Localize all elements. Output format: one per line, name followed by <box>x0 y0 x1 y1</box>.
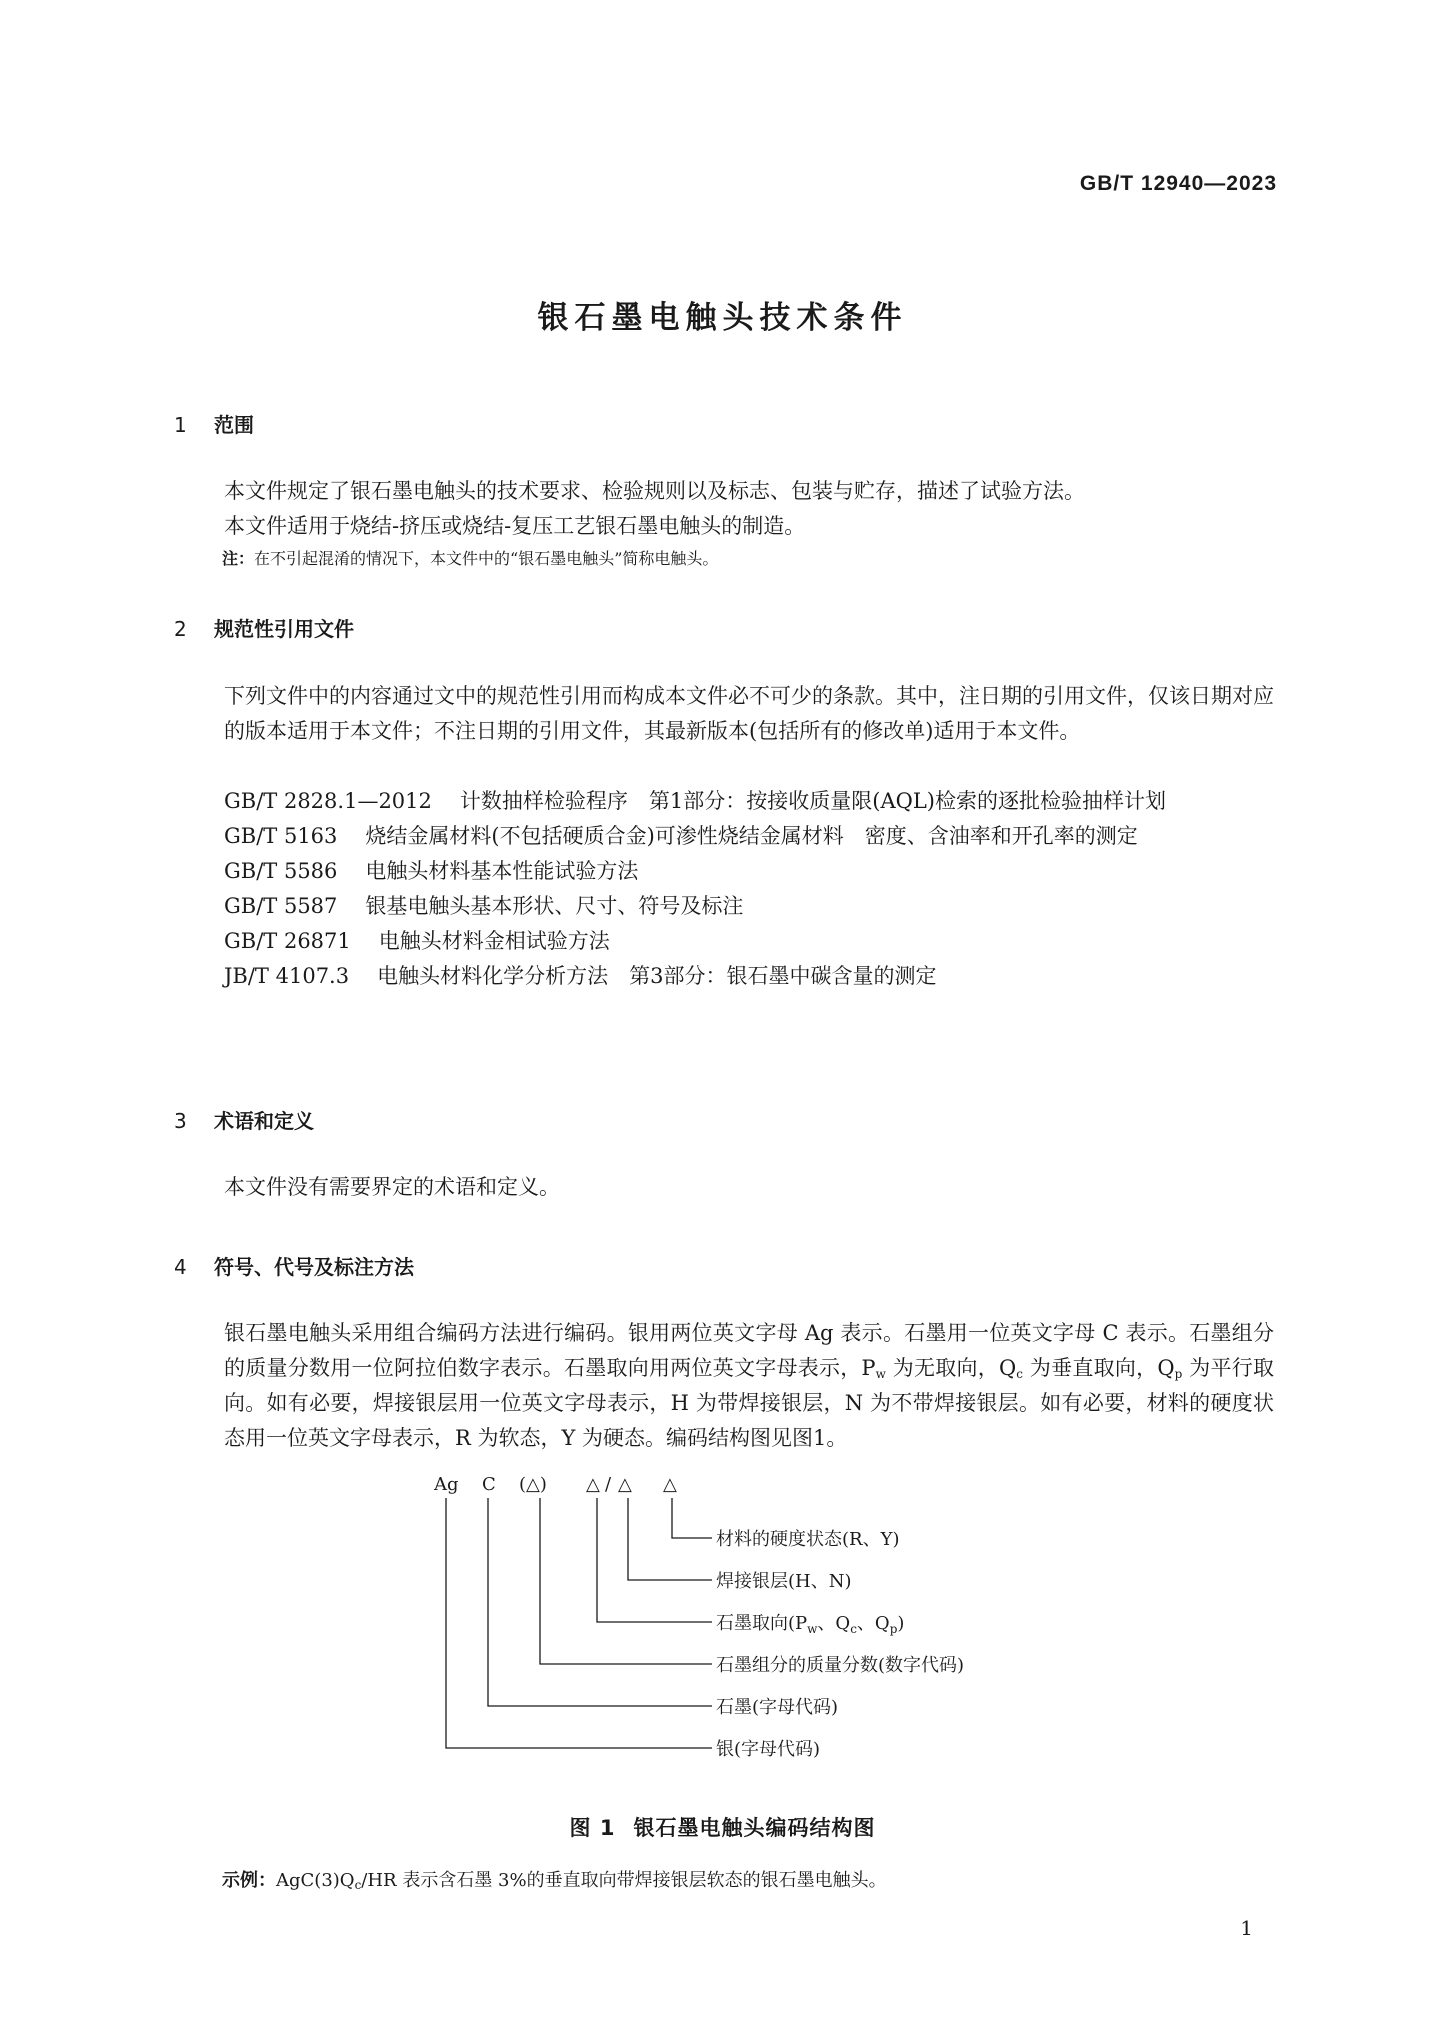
label-hardness: 材料的硬度状态(R、Y) <box>716 1529 900 1550</box>
reference-code: GB/T 5587 <box>224 894 338 918</box>
label-silver: 银(字母代码) <box>716 1739 821 1760</box>
paragraph: 本文件规定了银石墨电触头的技术要求、检验规则以及标志、包装与贮存，描述了试验方法。 <box>224 479 1085 503</box>
code-ag: Ag <box>434 1474 459 1495</box>
label-fraction: 石墨组分的质量分数(数字代码) <box>716 1655 965 1676</box>
section-title: 范围 <box>214 413 254 437</box>
section-number: 3 <box>174 1109 187 1133</box>
coding-structure-diagram <box>0 1470 1445 1800</box>
section-number: 2 <box>174 617 187 641</box>
section-title: 符号、代号及标注方法 <box>214 1255 414 1279</box>
reference-title: 电触头材料基本性能试验方法 <box>365 859 639 883</box>
section-3-body <box>174 1170 1274 1205</box>
code-triangle-weld: △ <box>618 1474 632 1495</box>
figure-caption <box>0 1812 1445 1842</box>
text-run: 为平行取向。如有必要，焊接银层用一位英文字母表示，H 为带焊接银层，N 为不带焊接银层。如有必要，材料的硬度状态用一位英文字母表示，R 为软态，Y 为硬态。编码结构图见图1。 <box>224 1356 1274 1450</box>
label-weld: 焊接银层(H、N) <box>716 1571 852 1592</box>
standard-number: GB/T 12940—2023 <box>1079 172 1277 195</box>
reference-item <box>174 819 1274 854</box>
label-orientation: 石墨取向($P_w$、$Q_c$、$Q_p$) <box>716 1613 905 1636</box>
section-3-heading <box>174 1105 314 1134</box>
diagram-labels <box>716 1529 964 1760</box>
code-slash: / <box>605 1474 612 1495</box>
paragraph <box>174 1316 1274 1456</box>
figure-number: 图 1 <box>569 1816 616 1840</box>
section-4-body <box>174 1316 1274 1456</box>
connector-lines <box>446 1498 712 1748</box>
text-run: 为垂直取向，Q <box>1022 1356 1175 1380</box>
connector-graphite <box>488 1498 712 1706</box>
page-number: 1 <box>1240 1916 1253 1940</box>
subscript: p <box>1174 1367 1183 1381</box>
section-2-intro <box>174 679 1274 749</box>
paragraph: 本文件适用于烧结-挤压或烧结-复压工艺银石墨电触头的制造。 <box>224 514 806 538</box>
reference-item <box>174 854 1274 889</box>
code-triangle-orientation: △ <box>586 1474 600 1495</box>
example-label: 示例： <box>222 1870 276 1891</box>
section-4-heading <box>174 1251 414 1280</box>
code-c: C <box>482 1474 496 1495</box>
reference-title: 电触头材料化学分析方法 第3部分：银石墨中碳含量的测定 <box>377 964 937 988</box>
reference-item <box>174 959 1274 994</box>
text-run: /HR 表示含石墨 3%的垂直取向带焊接银层软态的银石墨电触头。 <box>361 1870 887 1891</box>
reference-item <box>174 784 1274 819</box>
subscript: c <box>1016 1367 1023 1381</box>
section-1-body <box>174 474 1274 544</box>
paragraph: 本文件没有需要界定的术语和定义。 <box>224 1175 560 1199</box>
code-paren-triangle: (△) <box>519 1474 547 1495</box>
note-label: 注： <box>222 549 255 568</box>
section-number: 4 <box>174 1255 187 1279</box>
section-1-heading <box>174 409 254 438</box>
reference-item <box>174 924 1274 959</box>
reference-item <box>174 889 1274 924</box>
text-run: AgC(3)Q <box>276 1870 355 1891</box>
reference-title: 烧结金属材料(不包括硬质合金)可渗性烧结金属材料 密度、含油率和开孔率的测定 <box>365 824 1138 848</box>
paragraph: 下列文件中的内容通过文中的规范性引用而构成本文件必不可少的条款。其中，注日期的引用文件，仅该日期对应的版本适用于本文件；不注日期的引用文件，其最新版本(包括所有的修改单)适用于本文件。 <box>224 684 1274 743</box>
subscript: c <box>354 1878 362 1892</box>
connector-orientation <box>597 1498 712 1622</box>
section-number: 1 <box>174 413 187 437</box>
subscript: w <box>875 1367 886 1381</box>
reference-code: GB/T 26871 <box>224 929 351 953</box>
section-title: 规范性引用文件 <box>214 617 354 641</box>
code-triangle-hardness: △ <box>663 1474 677 1495</box>
reference-code: GB/T 5586 <box>224 859 338 883</box>
note <box>222 546 718 569</box>
reference-title: 电触头材料金相试验方法 <box>378 929 610 953</box>
code-symbols <box>433 1474 677 1495</box>
reference-code: JB/T 4107.3 <box>224 964 350 988</box>
document-title: 银石墨电触头技术条件 <box>537 300 908 336</box>
reference-title: 银基电触头基本形状、尺寸、符号及标注 <box>365 894 744 918</box>
connector-weld <box>628 1498 712 1580</box>
reference-list <box>174 784 1274 994</box>
connector-fraction <box>540 1498 712 1664</box>
label-graphite: 石墨(字母代码) <box>716 1697 839 1718</box>
example <box>222 1866 887 1892</box>
section-2-heading <box>174 613 354 642</box>
note-text: 在不引起混淆的情况下，本文件中的“银石墨电触头”简称电触头。 <box>254 549 719 568</box>
text-run: 银石墨电触头采用组合编码方法进行编码。银用两位英文字母 Ag 表示。石墨用一位英文字母 C 表示。石墨组分的质量分数用一位阿拉伯数字表示。石墨取向用两位英文字母表示，P <box>224 1321 1274 1380</box>
reference-title: 计数抽样检验程序 第1部分：按接收质量限(AQL)检索的逐批检验抽样计划 <box>459 789 1166 813</box>
text-run: 为无取向，Q <box>885 1356 1017 1380</box>
reference-code: GB/T 5163 <box>224 824 338 848</box>
section-title: 术语和定义 <box>214 1109 314 1133</box>
connector-hardness <box>672 1498 712 1538</box>
figure-title: 银石墨电触头编码结构图 <box>633 1816 876 1840</box>
reference-code: GB/T 2828.1—2012 <box>224 789 432 813</box>
